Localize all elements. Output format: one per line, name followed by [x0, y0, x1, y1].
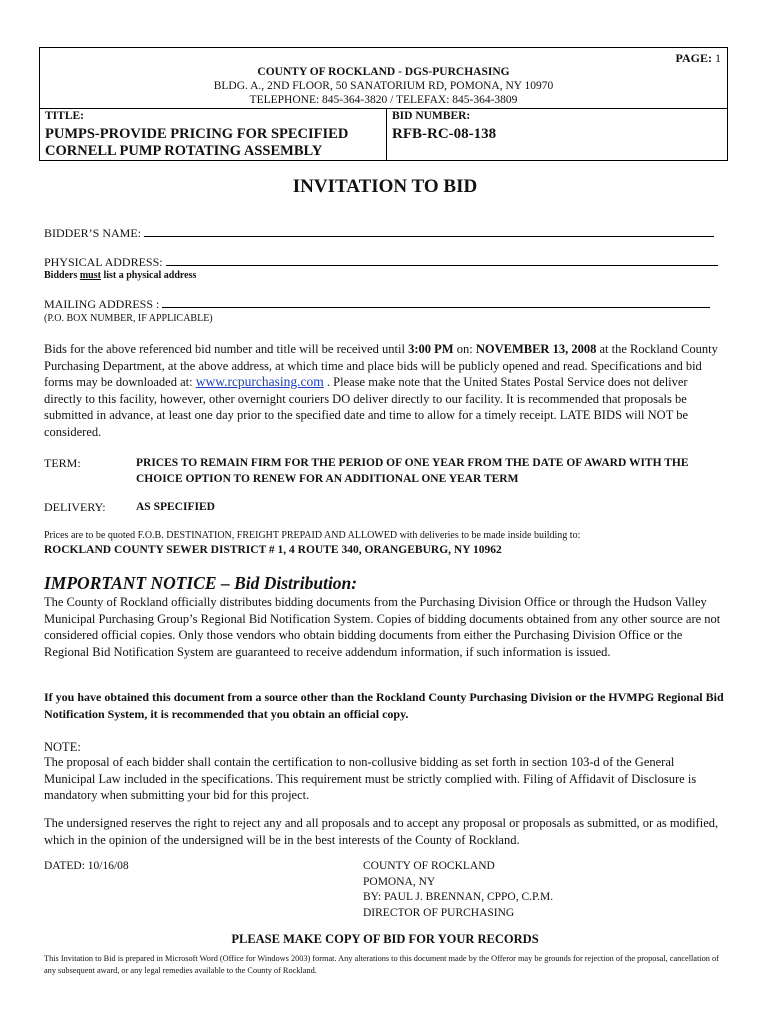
reserve-text: The undersigned reserves the right to reject any and all proposals and to accept any proposal or proposals as submitted, or as modified, which in the opinion of the undersigned will be in the best interests of the County of Rockland.	[44, 816, 719, 847]
term-label: TERM:	[44, 456, 81, 470]
county-line: COUNTY OF ROCKLAND - DGS-PURCHASING	[257, 66, 510, 78]
phone-line: TELEPHONE: 845-364-3820 / TELEFAX: 845-364-3809	[249, 94, 518, 106]
note-body: The proposal of each bidder shall contain the certification to non-collusive bidding as set forth in section 103-d of the General Municipal Law included in the specifications. This requirement must be strictly complied with. Filing of Affidavit of Disclosure is mandatory when submitting your bid for this project.	[44, 755, 697, 802]
notice-body: The County of Rockland officially distributes bidding documents from the Purchasing Division Office or through the Hudson Valley Municipal Purchasing Group’s Regional Bid Notification System. Copies of bidding documents obtained from any other source are not considered official copies. Only those vendors who obtain bidding documents from either the Purchasing Division Office or the Regional Bid Notification System are guaranteed to receive addendum information, if such information is issued.	[44, 595, 721, 659]
bid-date: NOVEMBER 13, 2008	[475, 342, 597, 356]
page-title: INVITATION TO BID	[292, 176, 478, 197]
page-number: 1	[715, 51, 721, 65]
notice-heading: IMPORTANT NOTICE – Bid Distribution:	[44, 573, 358, 593]
physical-note-post: list a physical address	[100, 270, 197, 281]
physical-note-must: must	[79, 270, 101, 281]
intro-paragraph	[44, 341, 724, 440]
bidder-name-label: BIDDER’S NAME:	[44, 226, 142, 240]
bidder-name-line[interactable]	[144, 226, 714, 237]
bid-time: 3:00 PM	[408, 342, 454, 356]
bid-number-label: BID NUMBER:	[392, 110, 471, 122]
intro-text-1: Bids for the above referenced bid number and title will be received until	[44, 342, 409, 356]
address-line: BLDG. A., 2ND FLOOR, 50 SANATORIUM RD, POMONA, NY 10970	[213, 80, 554, 92]
bid-title-line1: PUMPS-PROVIDE PRICING FOR SPECIFIED	[45, 126, 349, 142]
signature-line2: POMONA, NY	[363, 875, 436, 888]
header-vertical-divider	[386, 108, 387, 160]
note-label: NOTE:	[44, 740, 81, 754]
term-value: PRICES TO REMAIN FIRM FOR THE PERIOD OF ONE YEAR FROM THE DATE OF AWARD WITH THE CHOICE OPTION TO RENEW FOR AN ADDITIONAL ONE YEAR TERM	[136, 457, 689, 485]
signature-line4: DIRECTOR OF PURCHASING	[363, 906, 515, 919]
intro-text-4: . Please make note that the United States Postal Service does not deliver directly to this facility, however, other overnight couriers DO deliver directly to our facility. It is recommended that proposals be submitted in advance, at least one day prior to the specified date and time to allow for a timely receipt. LATE BIDS will NOT be considered.	[44, 375, 689, 439]
delivery-address: ROCKLAND COUNTY SEWER DISTRICT # 1, 4 ROUTE 340, ORANGEBURG, NY 10962	[44, 544, 502, 556]
signature-line3: BY: PAUL J. BRENNAN, CPPO, C.P.M.	[363, 891, 554, 903]
mailing-address-field[interactable]	[44, 297, 710, 312]
physical-address-label: PHYSICAL ADDRESS:	[44, 255, 163, 269]
mailing-address-line[interactable]	[162, 297, 710, 308]
title-label: TITLE:	[45, 110, 84, 122]
physical-address-line[interactable]	[166, 255, 718, 266]
signature-line1: COUNTY OF ROCKLAND	[363, 860, 495, 872]
page-label: PAGE:	[675, 51, 712, 65]
delivery-value: AS SPECIFIED	[136, 501, 215, 513]
bid-title-line2: CORNELL PUMP ROTATING ASSEMBLY	[45, 143, 323, 159]
delivery-label: DELIVERY:	[44, 500, 106, 514]
physical-address-field[interactable]	[44, 255, 718, 270]
footer-text: This Invitation to Bid is prepared in Microsoft Word (Office for Windows 2003) format. Any alterations to this document made by the Offeror may be grounds for rejection of the proposal, cancellation of any subsequent award, or any legal remedies available to the County of Rockland.	[44, 954, 719, 975]
page-indicator	[676, 51, 721, 66]
header-box	[39, 47, 728, 161]
physical-note-pre: Bidders	[44, 270, 80, 281]
notice-bold: If you have obtained this document from a source other than the Rockland County Purchasing Division or the HVMPG Regional Bid Notification System, it is recommended that you obtain an official copy.	[44, 690, 724, 721]
dated: DATED: 10/16/08	[44, 860, 129, 872]
physical-address-note	[44, 270, 196, 281]
bid-title	[45, 126, 348, 160]
bidder-name-field[interactable]	[44, 226, 714, 241]
download-link[interactable]: www.rcpurchasing.com	[195, 374, 324, 389]
mailing-address-label: MAILING ADDRESS :	[44, 297, 160, 311]
mailing-address-note: (P.O. BOX NUMBER, IF APPLICABLE)	[44, 313, 213, 324]
signature-block	[363, 859, 553, 921]
copy-notice: PLEASE MAKE COPY OF BID FOR YOUR RECORDS	[231, 932, 539, 946]
intro-text-3: at the Rockland County Purchasing Department, at the above address, at which time and place bids will be publicly opened and read. Specifications and bid forms may be downloaded at:	[44, 342, 718, 389]
intro-text-2: on:	[453, 342, 476, 356]
bid-number: RFB-RC-08-138	[392, 126, 497, 142]
header-divider	[40, 108, 727, 109]
fob-text: Prices are to be quoted F.O.B. DESTINATION, FREIGHT PREPAID AND ALLOWED with deliveries to be made inside building to:	[44, 530, 581, 541]
